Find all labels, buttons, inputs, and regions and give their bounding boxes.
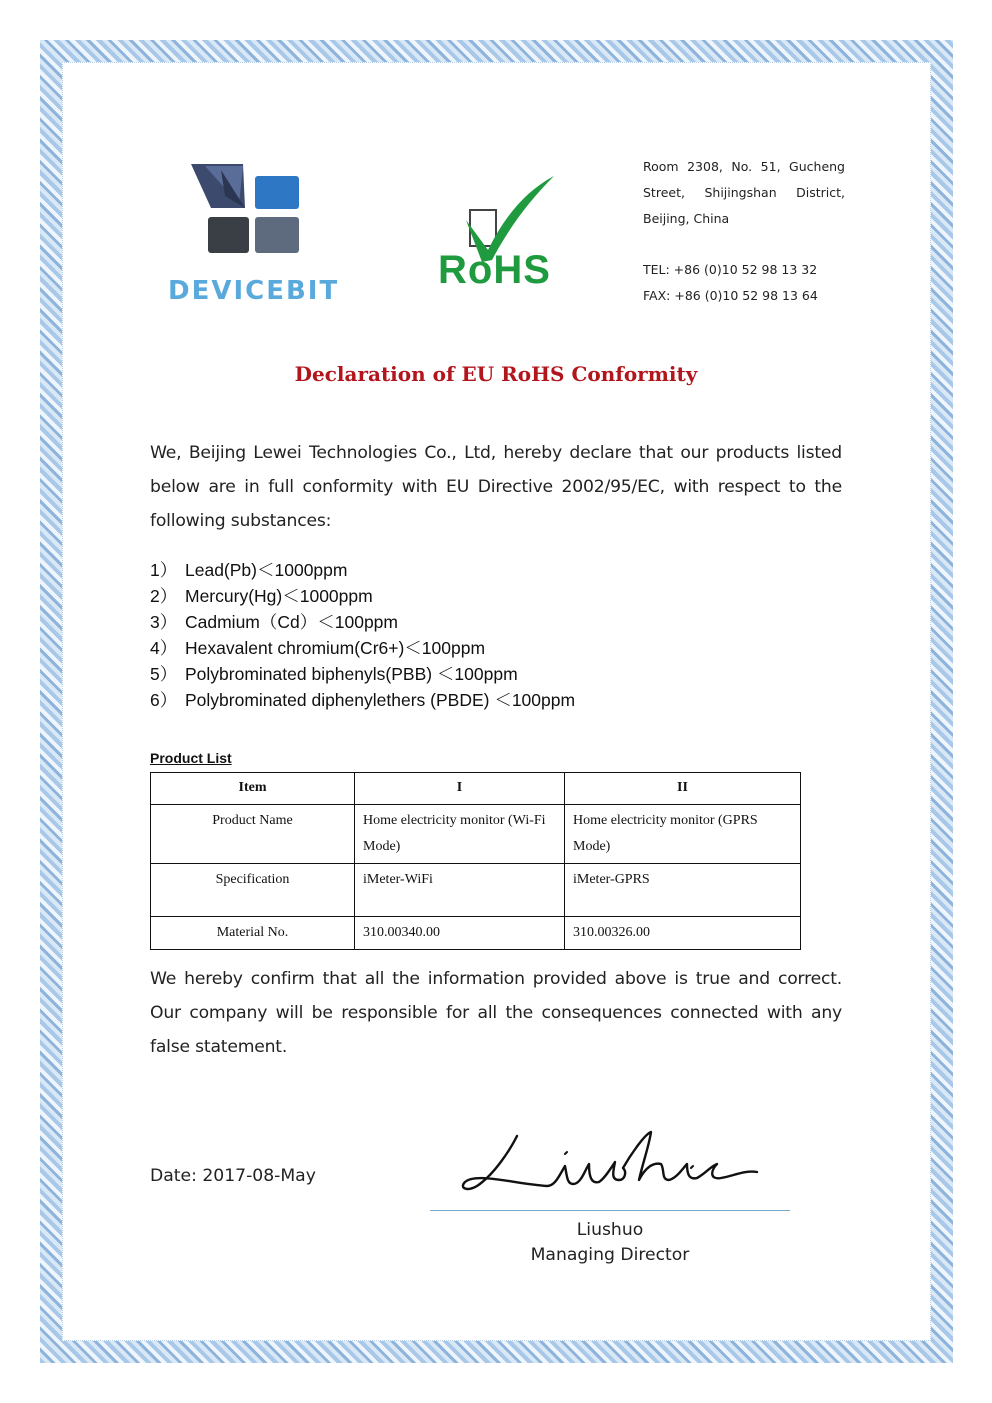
table-cell: Material No.: [151, 917, 355, 950]
signature-line: [430, 1210, 790, 1211]
table-cell: iMeter-WiFi: [355, 864, 565, 917]
list-item: 5） Polybrominated biphenyls(PBB) ＜100ppm: [150, 664, 518, 684]
table-header-cell: Item: [151, 773, 355, 805]
list-item: 3） Cadmium（Cd）＜100ppm: [150, 612, 398, 632]
signer-name: Liushuo: [576, 1220, 644, 1240]
table-header-row: [151, 773, 801, 805]
list-item: 6） Polybrominated diphenylethers (PBDE) ＜100ppm: [150, 690, 576, 710]
table-header-cell: II: [565, 773, 801, 805]
company-contact: [643, 257, 818, 309]
table-cell: Specification: [151, 864, 355, 917]
rohs-wordmark: RoHS: [438, 248, 551, 292]
table-row: [151, 864, 801, 917]
substance-list: [150, 557, 575, 713]
table-row: [151, 805, 801, 864]
signer-role: Managing Director: [530, 1245, 690, 1265]
table-cell: 310.00340.00: [355, 917, 565, 950]
list-item: 1） Lead(Pb)＜1000ppm: [150, 560, 348, 580]
table-cell: Home electricity monitor (GPRS Mode): [565, 805, 801, 864]
list-item: 4） Hexavalent chromium(Cr6+)＜100ppm: [150, 638, 486, 658]
confirmation-paragraph: We hereby confirm that all the information provided above is true and correct. Our company will be responsible for all the consequences connected with any false statement.: [150, 969, 842, 1057]
table-cell: iMeter-GPRS: [565, 864, 801, 917]
product-table: [150, 772, 801, 950]
list-item: 2） Mercury(Hg)＜1000ppm: [150, 586, 373, 606]
table-row: [151, 917, 801, 950]
table-cell: 310.00326.00: [565, 917, 801, 950]
intro-paragraph: We, Beijing Lewei Technologies Co., Ltd, hereby declare that our products listed below are in full conformity with EU Directive 2002/95/EC, with respect to the following substances:: [150, 443, 842, 531]
signer-block: [430, 1218, 790, 1268]
table-cell: Product Name: [151, 805, 355, 864]
handwritten-signature: [455, 1128, 765, 1198]
declaration-date: Date: 2017-08-May: [150, 1166, 316, 1186]
document-title: Declaration of EU RoHS Conformity: [294, 362, 698, 386]
product-list-label: Product List: [150, 750, 232, 766]
company-address: Room 2308, No. 51, Gucheng Street, Shijingshan District, Beijing, China: [643, 159, 845, 226]
fax-line: FAX: +86 (0)10 52 98 13 64: [643, 288, 818, 303]
table-cell: Home electricity monitor (Wi-Fi Mode): [355, 805, 565, 864]
table-header-cell: I: [355, 773, 565, 805]
devicebit-wordmark: DEVICEBIT: [168, 276, 340, 306]
tel-line: TEL: +86 (0)10 52 98 13 32: [643, 262, 818, 277]
